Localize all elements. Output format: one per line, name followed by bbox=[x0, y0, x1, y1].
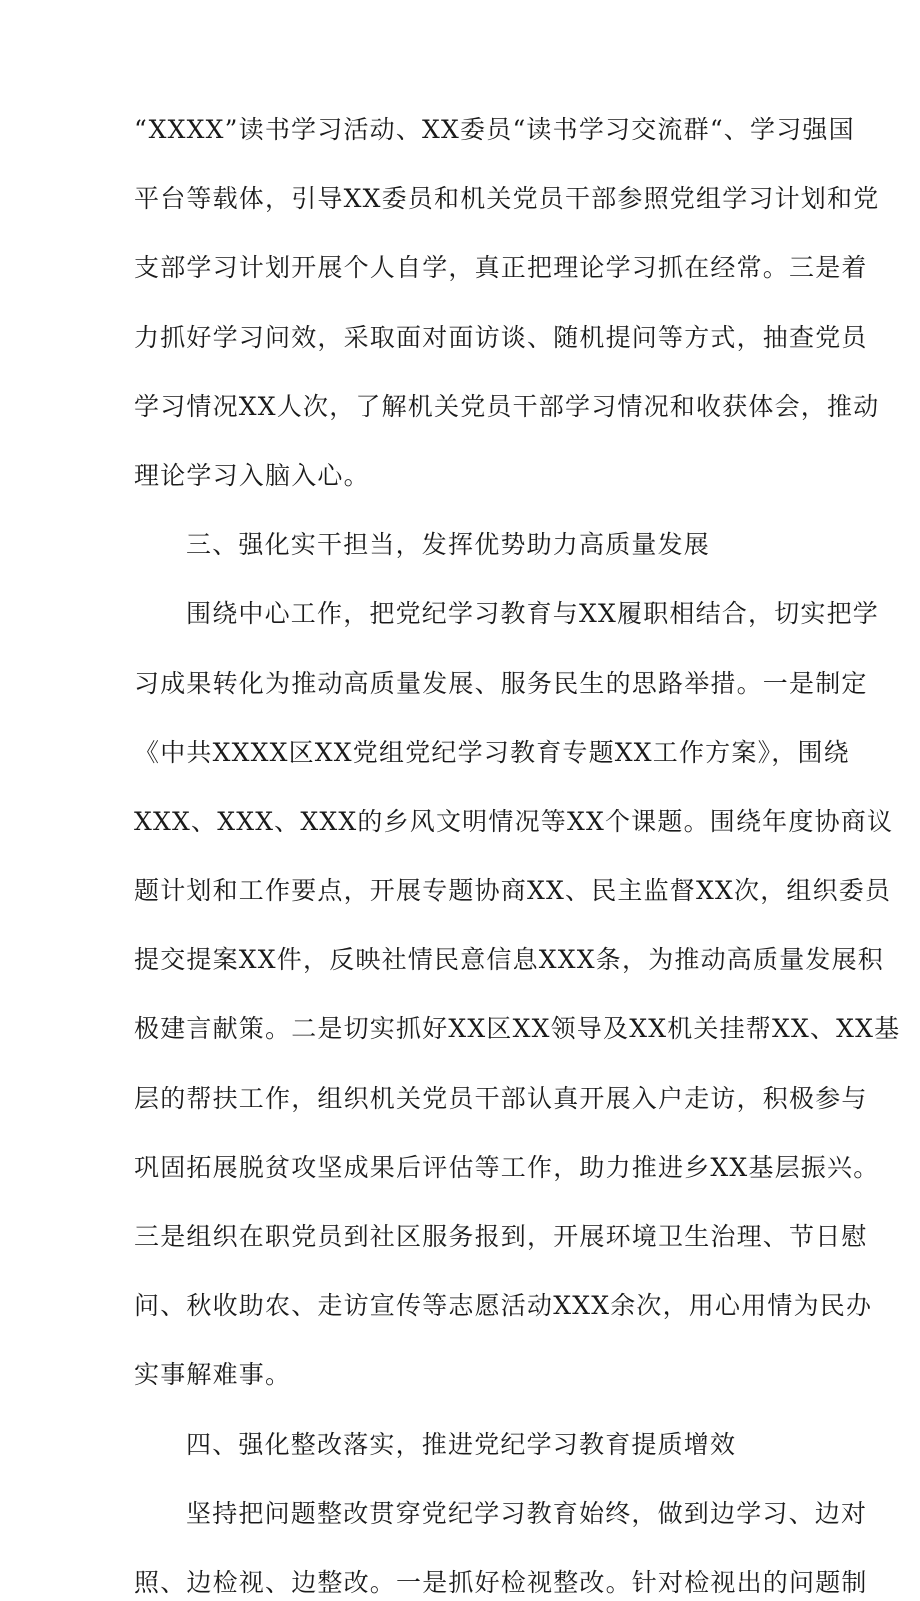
text-line: 极建言献策。二是切实抓好XX区XX领导及XX机关挂帮XX、XX基 bbox=[134, 1014, 901, 1044]
text-line: 平台等载体，引导XX委员和机关党员干部参照党组学习计划和党 bbox=[134, 184, 880, 214]
text-line: 习成果转化为推动高质量发展、服务民生的思路举措。一是制定 bbox=[134, 668, 868, 698]
text-line: 坚持把问题整改贯穿党纪学习教育始终，做到边学习、边对 bbox=[186, 1498, 868, 1528]
text-line: 实事解难事。 bbox=[134, 1360, 292, 1390]
text-line: XXX、XXX、XXX的乡风文明情况等XX个课题。围绕年度协商议 bbox=[134, 806, 894, 836]
text-line: 三是组织在职党员到社区服务报到，开展环境卫生治理、节日慰 bbox=[134, 1222, 868, 1251]
text-line: 层的帮扶工作，组织机关党员干部认真开展入户走访，积极参与 bbox=[134, 1083, 868, 1113]
text-line: 巩固拓展脱贫攻坚成果后评估等工作，助力推进乡XX基层振兴。 bbox=[134, 1152, 880, 1182]
text-line: 题计划和工作要点，开展专题协商XX、民主监督XX次，组织委员 bbox=[134, 876, 892, 906]
text-line: “XXXX”读书学习活动、XX委员“读书学习交流群“、学习强国 bbox=[134, 115, 855, 144]
text-line: 《中共XXXX区XX党组党纪学习教育专题XX工作方案》，围绕 bbox=[134, 737, 850, 767]
text-line: 围绕中心工作，把党纪学习教育与XX履职相结合，切实把学 bbox=[186, 599, 879, 629]
text-line: 学习情况XX人次，了解机关党员干部学习情况和收获体会，推动 bbox=[134, 391, 880, 421]
section-heading: 四、强化整改落实，推进党纪学习教育提质增效 bbox=[186, 1429, 737, 1459]
text-line: 力抓好学习问效，采取面对面访谈、随机提问等方式，抽查党员 bbox=[134, 322, 868, 352]
text-line: 理论学习入脑入心。 bbox=[134, 460, 370, 490]
text-line: 问、秋收助农、走访宣传等志愿活动XXX余次，用心用情为民办 bbox=[134, 1291, 873, 1321]
text-line: 照、边检视、边整改。一是抓好检视整改。针对检视出的问题制 bbox=[134, 1567, 868, 1597]
text-line: 提交提案XX件，反映社情民意信息XXX条，为推动高质量发展积 bbox=[134, 945, 884, 975]
text-line: 支部学习计划开展个人自学，真正把理论学习抓在经常。三是着 bbox=[134, 253, 868, 283]
section-heading: 三、强化实干担当，发挥优势助力高质量发展 bbox=[186, 530, 711, 560]
